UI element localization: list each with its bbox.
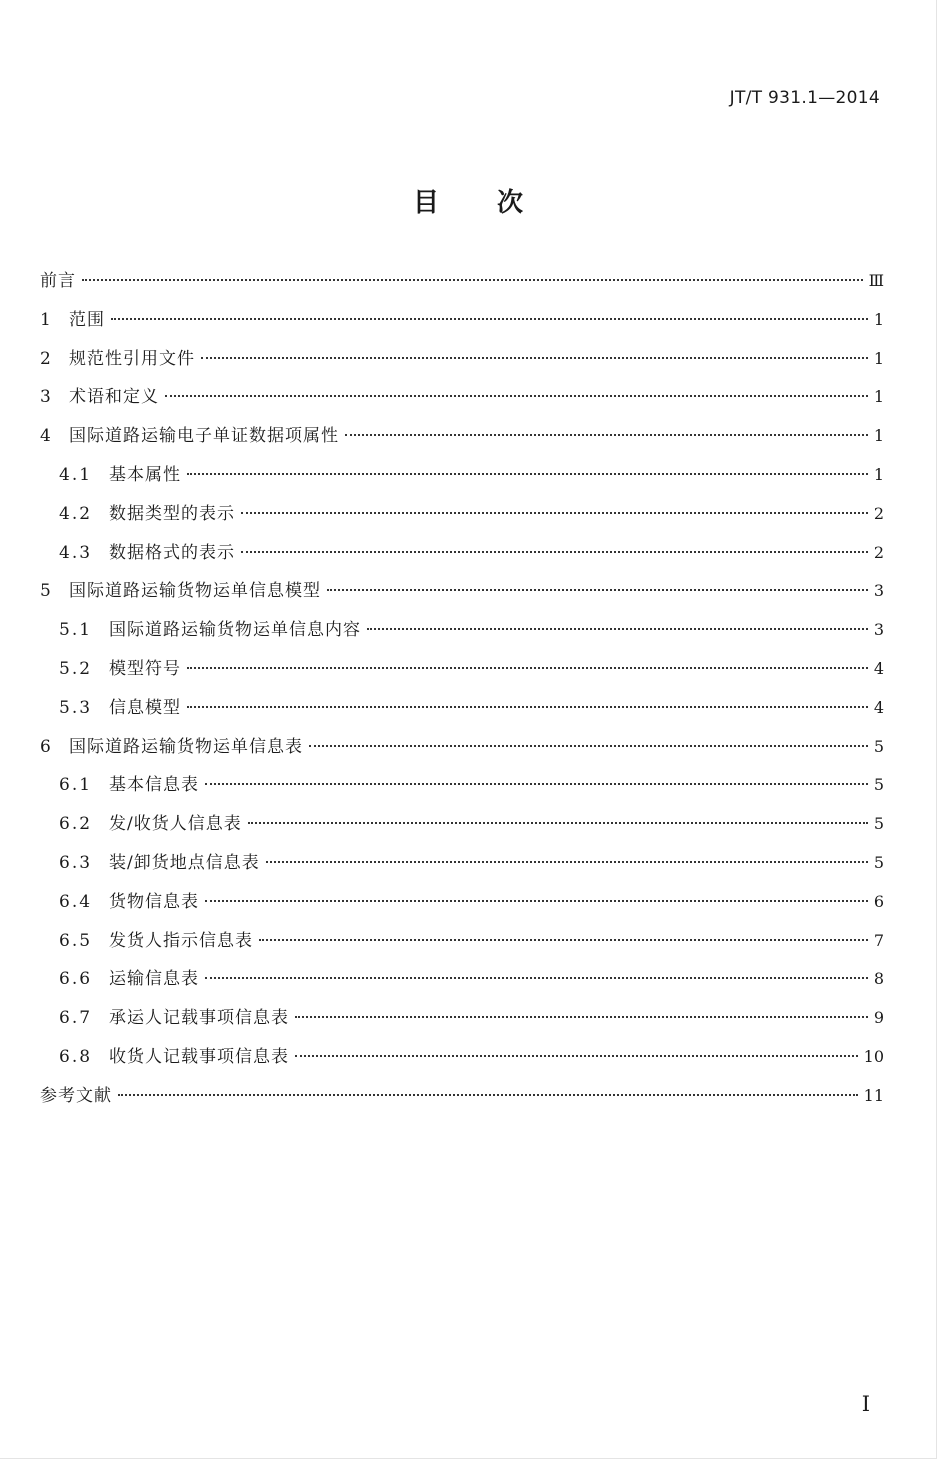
toc-entry[interactable] [40, 460, 884, 499]
dot-leader [309, 745, 868, 747]
toc-entry-page: 5 [873, 775, 884, 795]
dot-leader [187, 473, 868, 475]
toc-entry-page: 3 [873, 620, 884, 640]
dot-leader [118, 1094, 858, 1096]
dot-leader [259, 939, 868, 941]
toc-entry-title: 收货人记载事项信息表 [109, 1046, 289, 1067]
toc-entry-page: 11 [863, 1085, 884, 1105]
toc-entry-title: 数据类型的表示 [109, 503, 235, 524]
toc-entry-number: 2 [40, 348, 52, 369]
dot-leader [295, 1055, 858, 1057]
toc-entry-number: 6.8 [59, 1046, 93, 1067]
toc-entry-page: 2 [873, 503, 884, 523]
toc-entry-page: 8 [873, 969, 884, 989]
toc-entry-number: 6.3 [59, 852, 93, 873]
toc-entry-title: 模型符号 [109, 658, 181, 679]
dot-leader [367, 628, 868, 630]
toc-entry[interactable] [40, 499, 884, 538]
toc-entry[interactable] [40, 1003, 884, 1042]
dot-leader [205, 977, 868, 979]
toc-entry-page: 5 [873, 736, 884, 756]
toc-entry[interactable] [40, 382, 884, 421]
toc-entry-title: 装/卸货地点信息表 [109, 852, 260, 873]
toc-entry-title: 基本属性 [109, 464, 181, 485]
toc-entry-number: 4.1 [59, 464, 93, 485]
toc-entry-title: 国际道路运输货物运单信息内容 [109, 620, 361, 641]
toc-entry-title: 范围 [69, 309, 105, 330]
toc-entry[interactable] [40, 654, 884, 693]
toc-entry-number: 4.3 [59, 542, 93, 563]
table-of-contents [40, 266, 884, 1120]
toc-entry-number: 3 [40, 387, 52, 408]
toc-entry[interactable] [40, 538, 884, 577]
toc-entry[interactable] [40, 693, 884, 732]
toc-entry[interactable] [40, 926, 884, 965]
dot-leader [241, 512, 868, 514]
toc-entry-title: 前言 [40, 271, 76, 291]
toc-entry[interactable] [40, 1042, 884, 1081]
toc-entry-page: 1 [873, 309, 884, 329]
toc-entry-page: 1 [873, 387, 884, 407]
page-title: 目次 [412, 188, 581, 218]
dot-leader [241, 551, 868, 553]
toc-entry[interactable] [40, 266, 884, 305]
dot-leader [82, 279, 863, 281]
dot-leader [266, 861, 868, 863]
toc-entry[interactable] [40, 770, 884, 809]
dot-leader [201, 357, 868, 359]
toc-entry-page: 6 [873, 891, 884, 911]
toc-entry-number: 6.6 [59, 969, 93, 990]
toc-entry-title: 规范性引用文件 [69, 348, 195, 369]
toc-entry[interactable] [40, 576, 884, 615]
toc-entry[interactable] [40, 809, 884, 848]
toc-entry-page: 4 [873, 697, 884, 717]
toc-entry-page: 1 [873, 426, 884, 446]
toc-entry[interactable] [40, 1081, 884, 1120]
toc-entry-number: 5 [40, 581, 52, 602]
toc-entry-number: 5.2 [59, 658, 93, 679]
dot-leader [295, 1016, 868, 1018]
toc-entry-title: 承运人记载事项信息表 [109, 1008, 289, 1029]
toc-entry-page: 5 [873, 814, 884, 834]
toc-entry-number: 4 [40, 426, 52, 447]
toc-entry-title: 国际道路运输货物运单信息表 [69, 736, 303, 757]
toc-entry-page: 7 [873, 930, 884, 950]
toc-entry[interactable] [40, 305, 884, 344]
toc-entry-title: 运输信息表 [109, 969, 199, 990]
dot-leader [187, 667, 868, 669]
toc-entry-number: 6.7 [59, 1008, 93, 1029]
toc-entry[interactable] [40, 887, 884, 926]
toc-entry-number: 1 [40, 309, 52, 330]
toc-entry-page: 3 [873, 581, 884, 601]
dot-leader [165, 395, 868, 397]
toc-entry[interactable] [40, 344, 884, 383]
toc-entry-number: 6 [40, 736, 52, 757]
toc-entry[interactable] [40, 964, 884, 1003]
toc-entry[interactable] [40, 421, 884, 460]
dot-leader [248, 822, 868, 824]
dot-leader [327, 589, 868, 591]
toc-entry-title: 信息模型 [109, 697, 181, 718]
toc-entry-page: 1 [873, 464, 884, 484]
toc-entry-number: 6.2 [59, 814, 93, 835]
toc-entry-number: 6.5 [59, 930, 93, 951]
toc-entry-number: 4.2 [59, 503, 93, 524]
toc-entry-title: 货物信息表 [109, 891, 199, 912]
standard-code: JT/T 931.1—2014 [729, 88, 880, 108]
toc-entry-title: 国际道路运输货物运单信息模型 [69, 581, 321, 602]
toc-entry-title: 术语和定义 [69, 387, 159, 408]
toc-entry-page: 5 [873, 852, 884, 872]
toc-entry-page: 9 [873, 1008, 884, 1028]
page-number: I [861, 1392, 870, 1416]
toc-entry-number: 5.1 [59, 620, 93, 641]
toc-entry[interactable] [40, 615, 884, 654]
toc-entry-page: Ⅲ [868, 271, 884, 290]
toc-entry-number: 5.3 [59, 697, 93, 718]
toc-entry-page: 10 [863, 1046, 884, 1066]
dot-leader [111, 318, 868, 320]
toc-entry-number: 6.4 [59, 891, 93, 912]
toc-entry-title: 国际道路运输电子单证数据项属性 [69, 426, 339, 447]
toc-entry-title: 参考文献 [40, 1085, 112, 1106]
toc-entry-page: 1 [873, 348, 884, 368]
toc-entry-number: 6.1 [59, 775, 93, 796]
toc-entry-title: 发货人指示信息表 [109, 930, 253, 951]
toc-entry[interactable] [40, 848, 884, 887]
dot-leader [345, 434, 868, 436]
dot-leader [205, 783, 868, 785]
dot-leader [187, 706, 868, 708]
toc-entry-page: 2 [873, 542, 884, 562]
toc-entry-page: 4 [873, 658, 884, 678]
toc-entry-title: 发/收货人信息表 [109, 814, 242, 835]
dot-leader [205, 900, 868, 902]
toc-entry-title: 基本信息表 [109, 775, 199, 796]
toc-entry-title: 数据格式的表示 [109, 542, 235, 563]
toc-entry[interactable] [40, 732, 884, 771]
